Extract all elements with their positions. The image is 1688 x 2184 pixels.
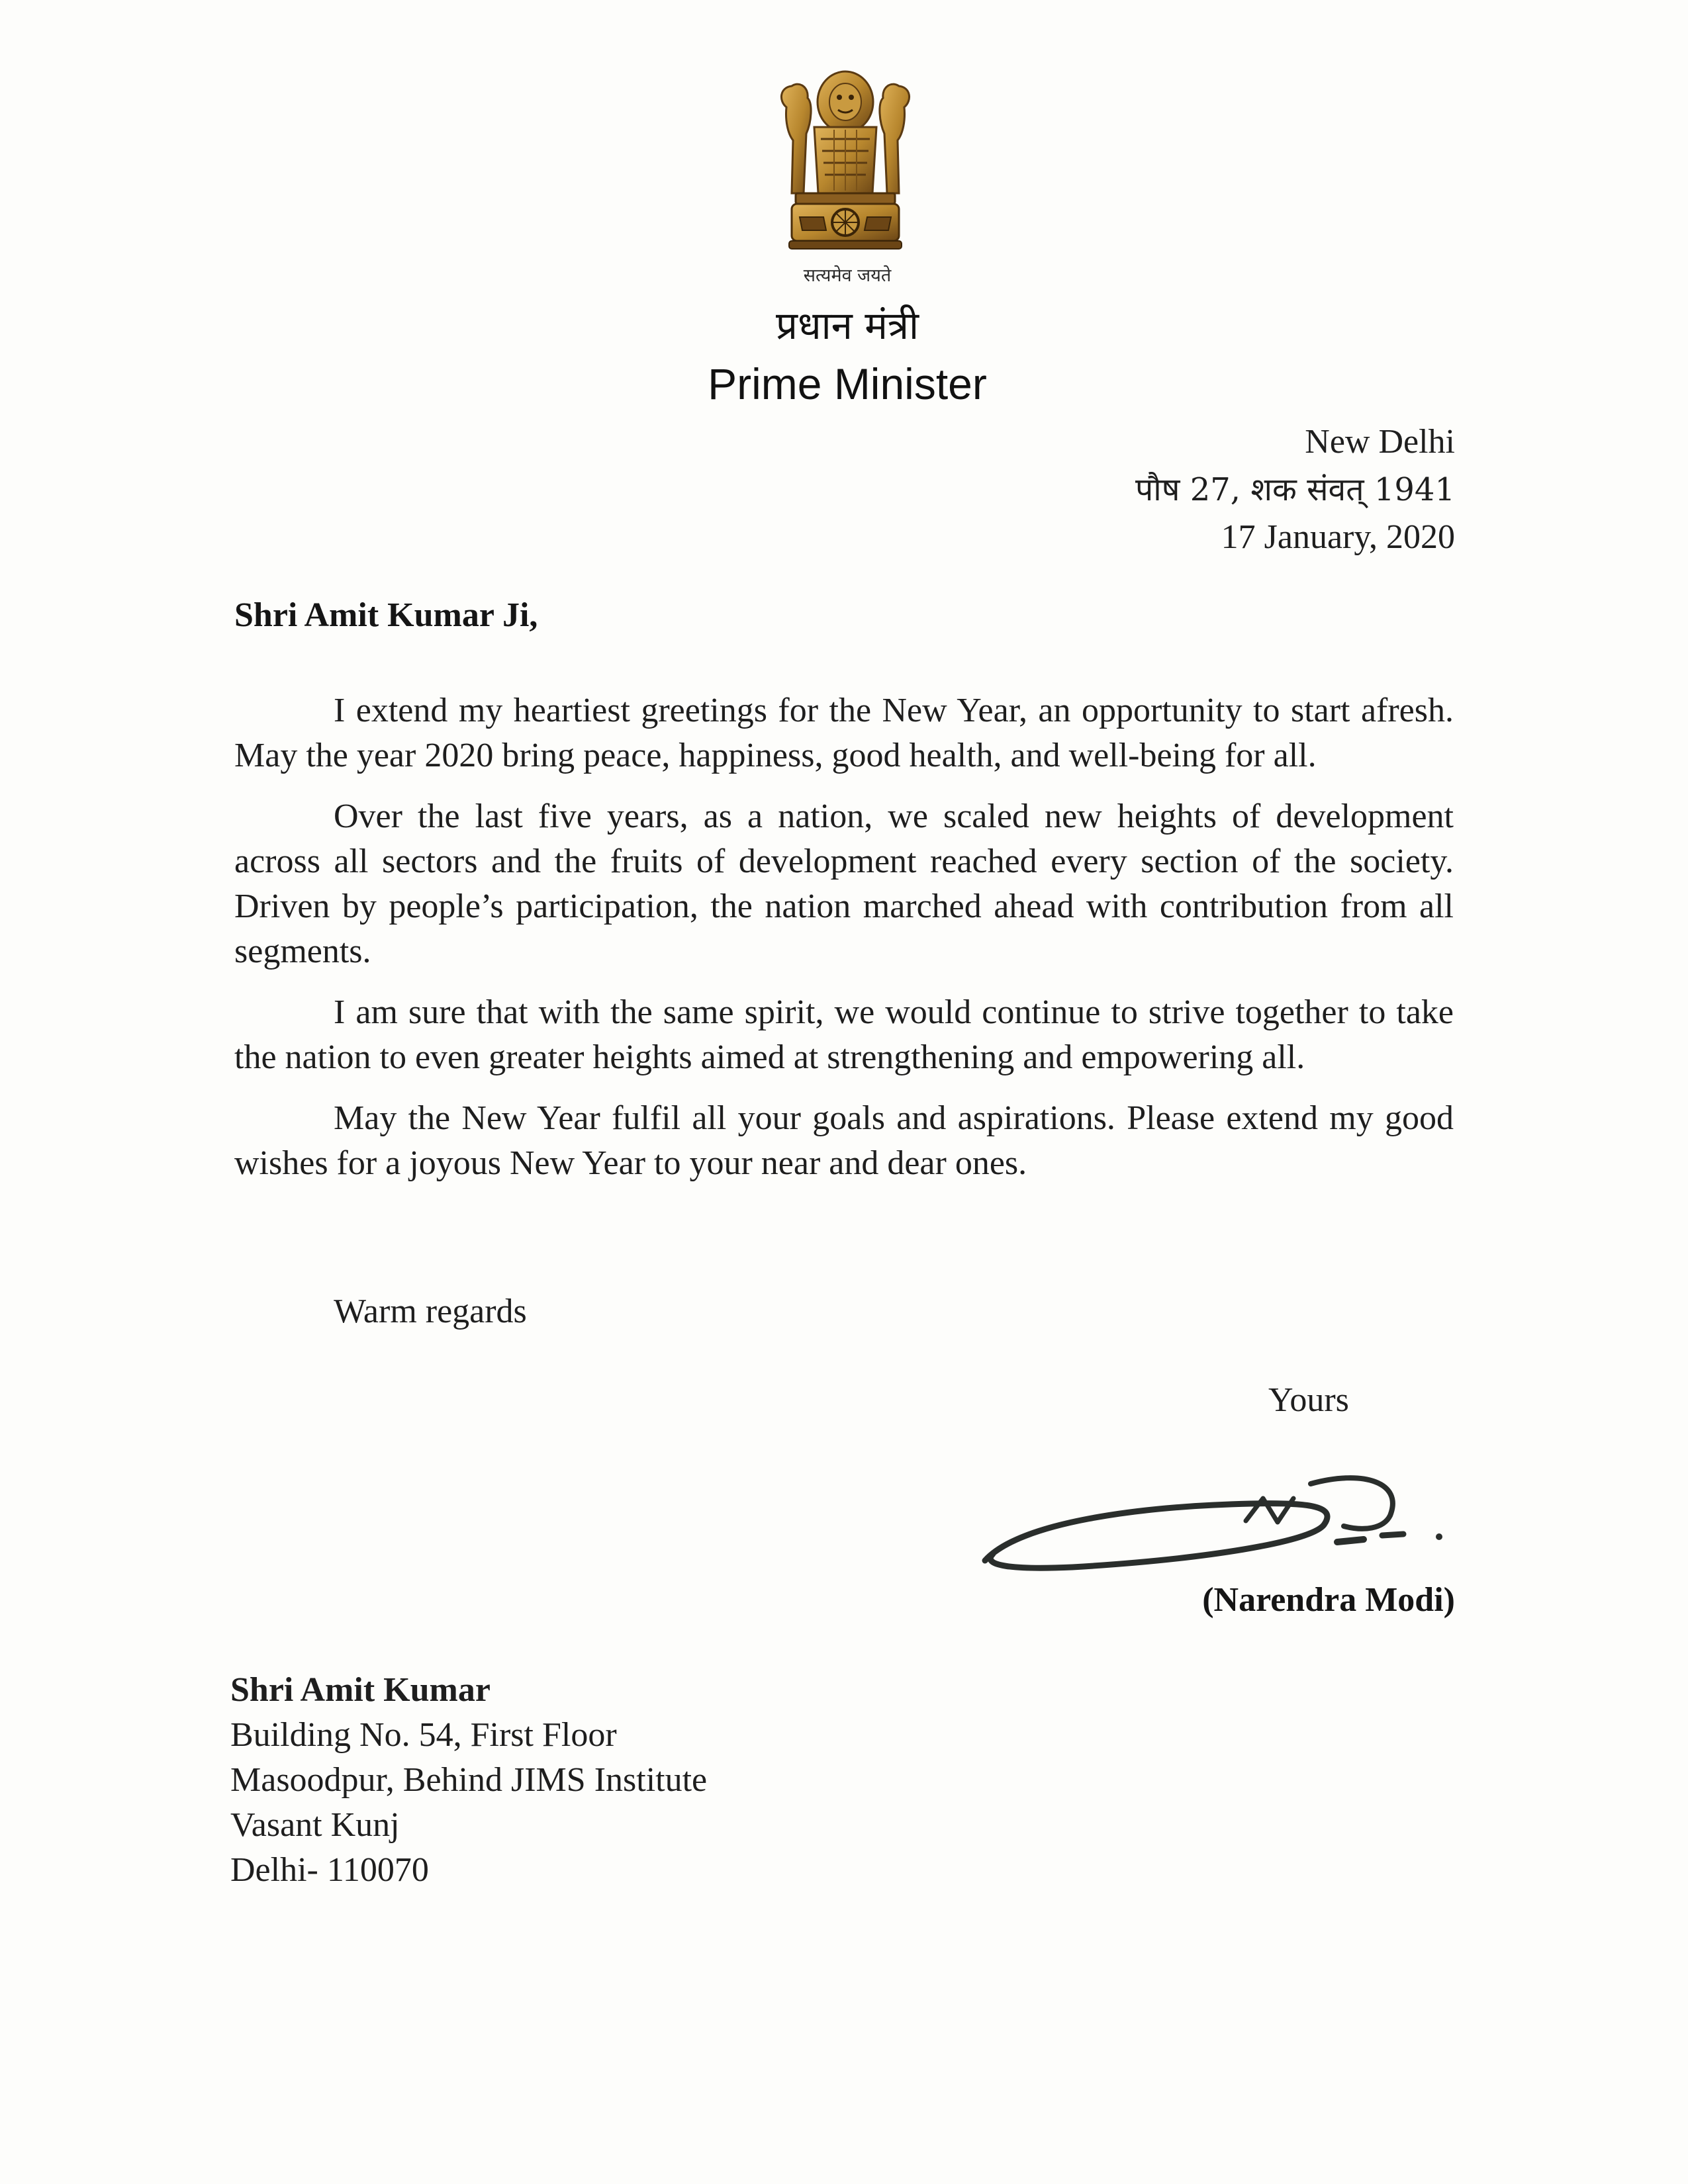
state-emblem-icon bbox=[773, 61, 917, 267]
date-hindi: पौष 27, शक संवत् 1941 bbox=[1135, 471, 1455, 508]
emblem-motto: सत्यमेव जयते bbox=[803, 265, 892, 286]
date-english: 17 January, 2020 bbox=[1221, 518, 1455, 556]
office-title-hindi: प्रधान मंत्री bbox=[775, 303, 919, 348]
recipient-address bbox=[230, 1668, 707, 1893]
letter-body bbox=[234, 688, 1454, 1202]
address-line: Masoodpur, Behind JIMS Institute bbox=[230, 1761, 708, 1799]
address-line: Delhi- 110070 bbox=[230, 1851, 429, 1889]
address-line: Vasant Kunj bbox=[230, 1806, 400, 1844]
place: New Delhi bbox=[1305, 423, 1455, 461]
office-title-english: Prime Minister bbox=[708, 359, 987, 408]
body-paragraph: I extend my heartiest greetings for the New Year, an opportunity to start afresh. May the year 2020 bring peace, happiness, good health, and well-being for all. bbox=[234, 692, 1454, 774]
address-name: Shri Amit Kumar bbox=[230, 1671, 491, 1709]
closing-yours: Yours bbox=[1268, 1381, 1349, 1419]
body-paragraph: Over the last five years, as a nation, we scaled new heights of development across all sectors and the fruits of development reached every section of the society. Driven by people’s participation, the nation marched ahead with contribution from all segments. bbox=[234, 797, 1454, 970]
date-block bbox=[1135, 418, 1455, 561]
body-paragraph: May the New Year fulfil all your goals and aspirations. Please extend my good wishes for a joyous New Year to your near and dear ones. bbox=[234, 1099, 1454, 1182]
signature-icon bbox=[966, 1443, 1470, 1595]
salutation: Shri Amit Kumar Ji, bbox=[234, 596, 538, 634]
address-line: Building No. 54, First Floor bbox=[230, 1716, 617, 1754]
closing-regards: Warm regards bbox=[334, 1293, 527, 1330]
signatory-name: (Narendra Modi) bbox=[1202, 1581, 1455, 1619]
body-paragraph: I am sure that with the same spirit, we would continue to strive together to take the nation to even greater heights aimed at strengthening and empowering all. bbox=[234, 993, 1454, 1076]
